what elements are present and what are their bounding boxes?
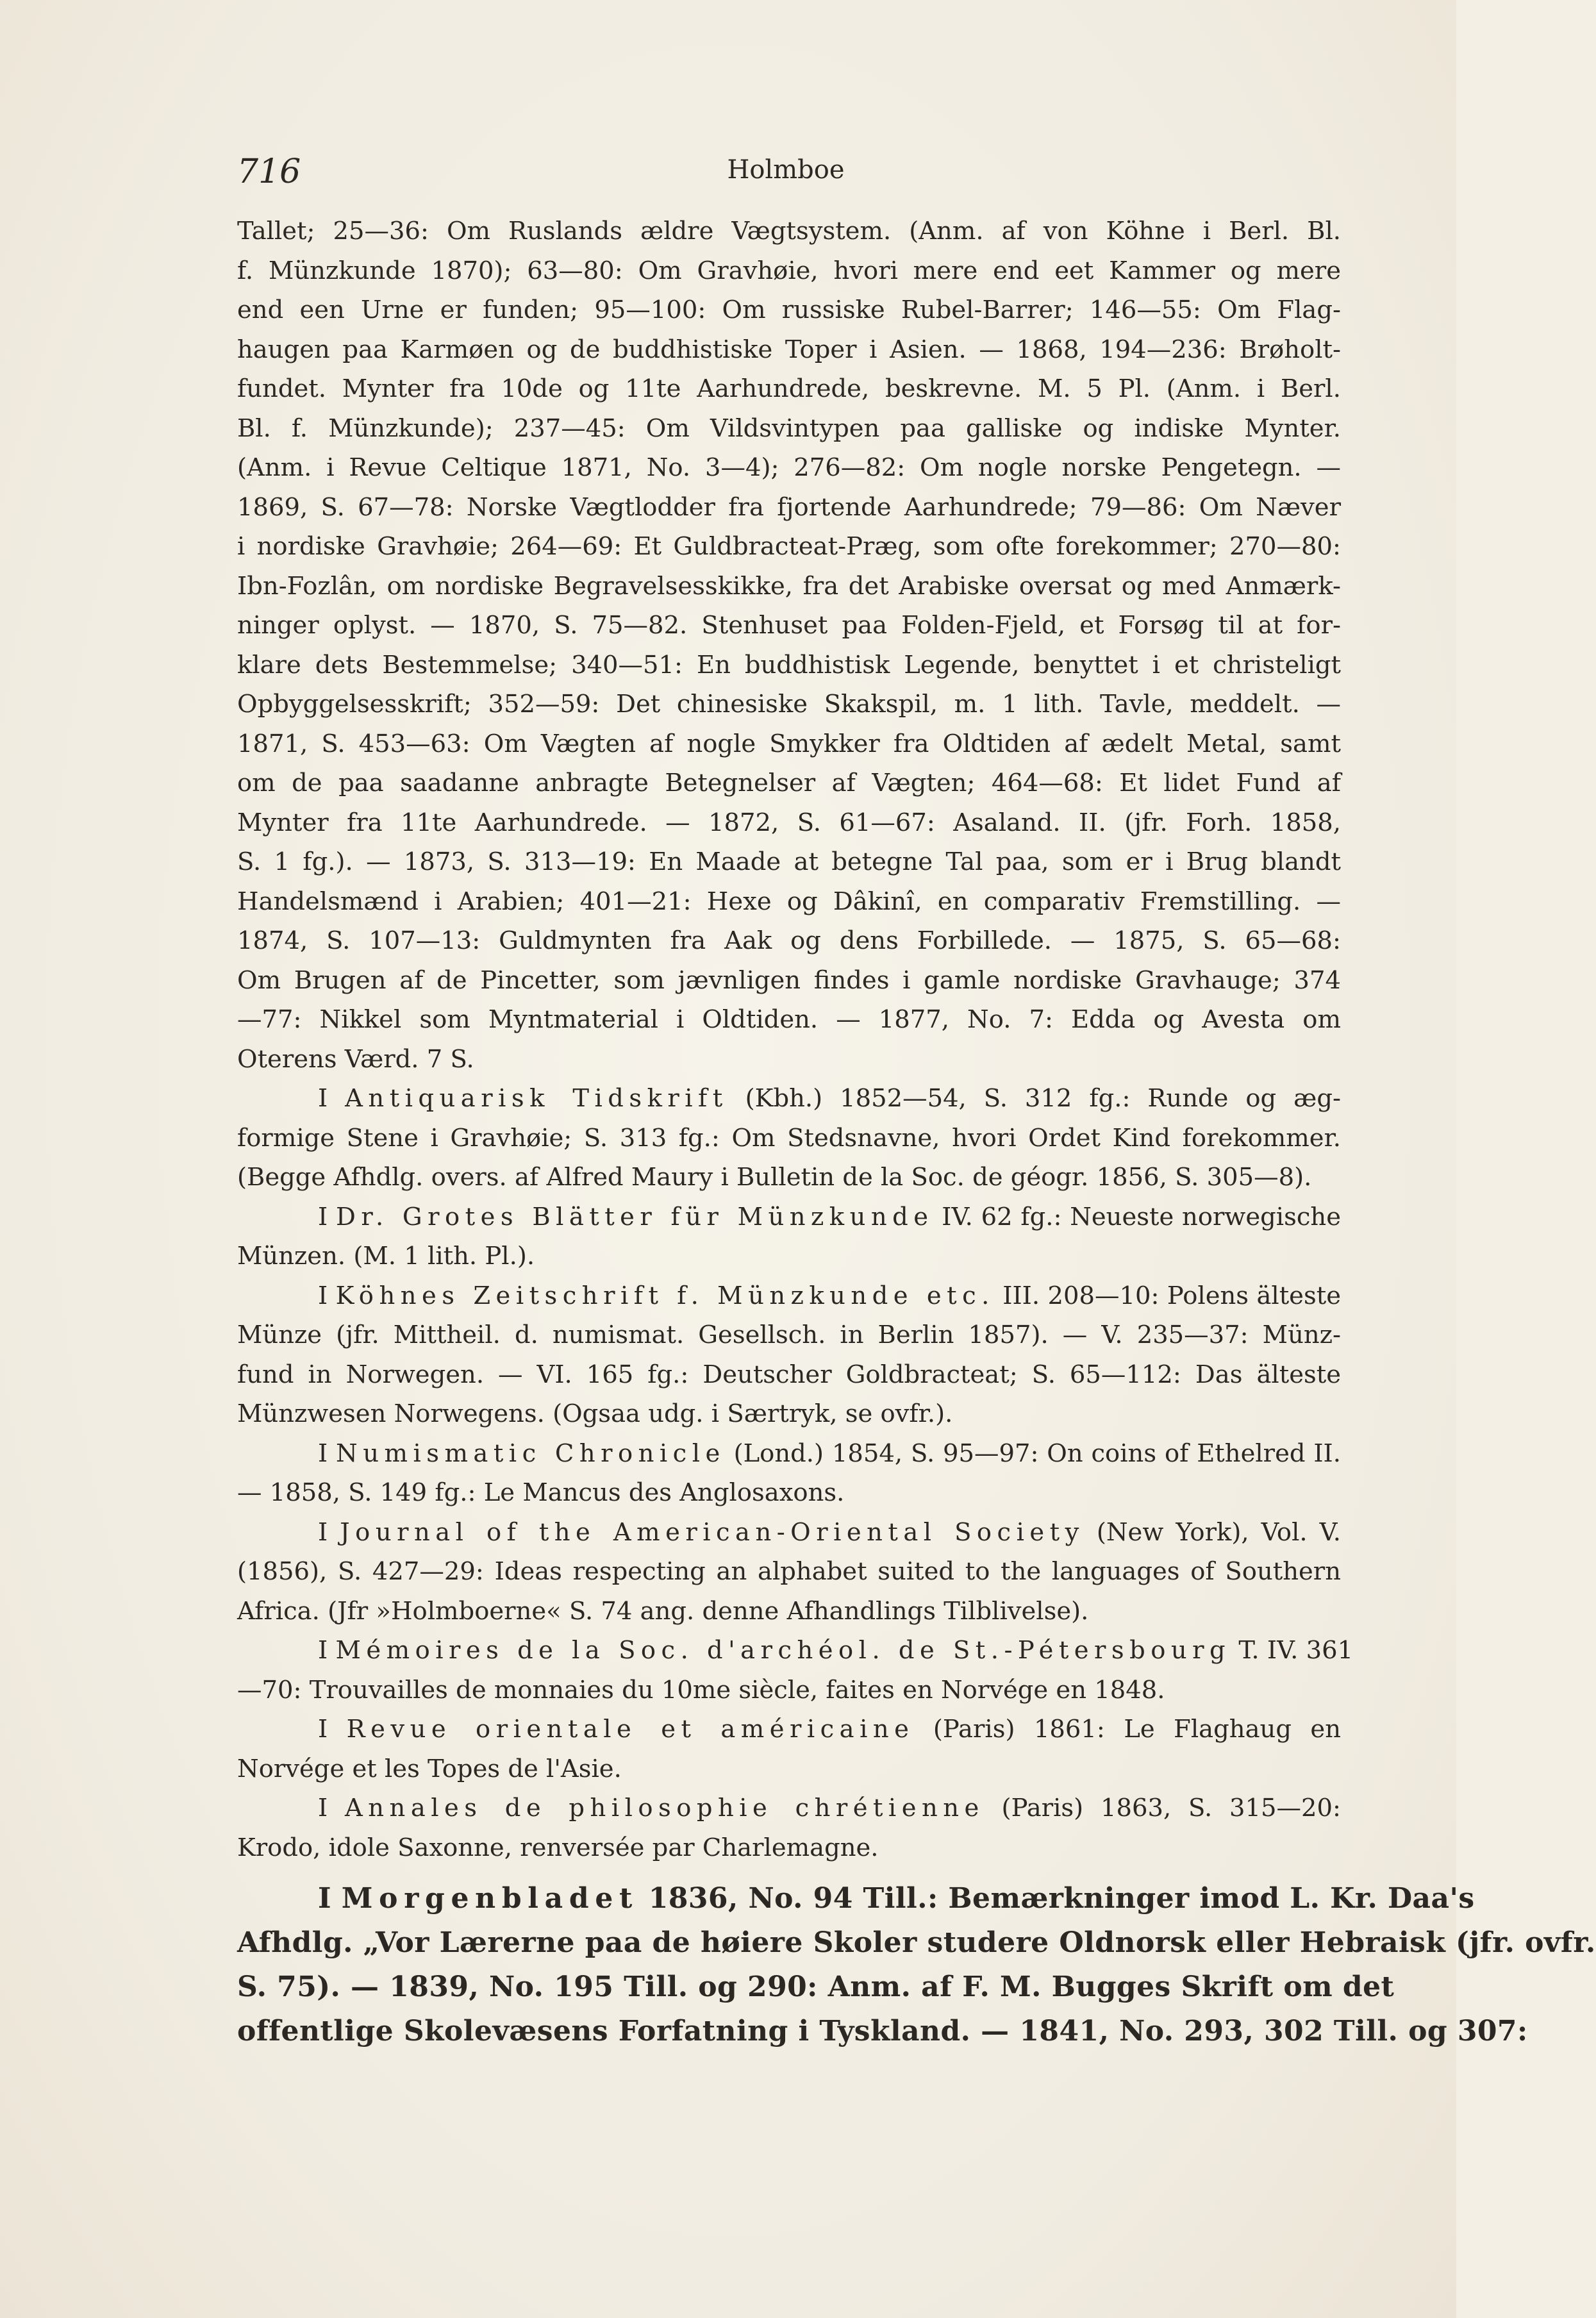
- text-line: klare dets Bestemmelse; 340—51: En buddhistisk Legende, benyttet i et christeligt: [237, 650, 1341, 680]
- periodical-title: Dr. Grotes Blätter für Münzkunde: [335, 1202, 934, 1231]
- text-line: Mynter fra 11te Aarhundrede. — 1872, S. 61—67: Asaland. II. (jfr. Forh. 1858,: [237, 808, 1341, 837]
- text-line: haugen paa Karmøen og de buddhistiske Toper i Asien. — 1868, 194—236: Brøholt-: [237, 335, 1341, 364]
- periodical-title: Antiquarisk Tidskrift: [345, 1084, 728, 1113]
- text-line: —77: Nikkel som Myntmaterial i Oldtiden. — 1877, No. 7: Edda og Avesta om: [237, 1005, 1341, 1034]
- text-line: I Morgenbladet 1836, No. 94 Till.: Bemærkninger imod L. Kr. Daa's: [318, 1882, 1475, 1915]
- spacer: [237, 1867, 1341, 1876]
- periodical-title: Numismatic Chronicle: [336, 1438, 726, 1468]
- text-line: Opbyggelsesskrift; 352—59: Det chinesiske Skakspil, m. 1 lith. Tavle, meddelt. —: [237, 690, 1341, 719]
- text-line: I Revue orientale et américaine (Paris) 1861: Le Flaghaug en: [318, 1715, 1341, 1744]
- text-line: fundet. Mynter fra 10de og 11te Aarhundrede, beskrevne. M. 5 Pl. (Anm. i Berl.: [237, 374, 1341, 403]
- text-line: Norvége et les Topes de l'Asie.: [237, 1754, 622, 1783]
- text-line: (Anm. i Revue Celtique 1871, No. 3—4); 276—82: Om nogle norske Pengetegn. —: [237, 453, 1341, 482]
- text-line: 1874, S. 107—13: Guldmynten fra Aak og dens Forbillede. — 1875, S. 65—68:: [237, 926, 1341, 955]
- text-line: om de paa saadanne anbragte Betegnelser af Vægten; 464—68: Et lidet Fund af: [237, 769, 1341, 797]
- text-line: Om Brugen af de Pincetter, som jævnligen findes i gamle nordiske Gravhauge; 374: [237, 965, 1341, 995]
- text-line: Oterens Værd. 7 S.: [237, 1044, 474, 1074]
- text-line: Bl. f. Münzkunde); 237—45: Om Vildsvintypen paa galliske og indiske Mynter.: [237, 413, 1341, 443]
- text-line: I Journal of the American-Oriental Society (New York), Vol. V.: [318, 1517, 1341, 1547]
- text-line: Münze (jfr. Mittheil. d. numismat. Gesellsch. in Berlin 1857). — V. 235—37: Münz-: [237, 1321, 1341, 1349]
- page-header: [237, 153, 1334, 197]
- text-line: fund in Norwegen. — VI. 165 fg.: Deutscher Goldbracteat; S. 65—112: Das älteste: [237, 1360, 1341, 1389]
- text-line: S. 1 fg.). — 1873, S. 313—19: En Maade at betegne Tal paa, som er i Brug blandt: [237, 847, 1341, 876]
- text-line: I Numismatic Chronicle (Lond.) 1854, S. 95—97: On coins of Ethelred II.: [318, 1438, 1341, 1468]
- text-line: I Köhnes Zeitschrift f. Münzkunde etc. III. 208—10: Polens älteste: [318, 1281, 1341, 1310]
- text-line: Ibn-Fozlân, om nordiske Begravelsesskikke, fra det Arabiske oversat og med Anmærk-: [237, 571, 1341, 601]
- periodical-title: Journal of the American-Oriental Society: [340, 1517, 1085, 1547]
- text-line: Handelsmænd i Arabien; 401—21: Hexe og Dâkinî, en comparativ Fremstilling. —: [237, 887, 1341, 916]
- periodical-title: Morgenbladet: [341, 1882, 638, 1915]
- text-line: ninger oplyst. — 1870, S. 75—82. Stenhuset paa Folden-Fjeld, et Forsøg til at for-: [237, 611, 1341, 640]
- text-line: I Antiquarisk Tidskrift (Kbh.) 1852—54, S. 312 fg.: Runde og æg-: [318, 1084, 1341, 1113]
- periodical-title: Annales de philosophie chrétienne: [345, 1794, 985, 1822]
- text-line: Münzen. (M. 1 lith. Pl.).: [237, 1242, 535, 1271]
- text-line: I Dr. Grotes Blätter für Münzkunde IV. 62 fg.: Neueste norwegische: [318, 1202, 1341, 1231]
- text-line: Münzwesen Norwegens. (Ogsaa udg. i Særtryk, se ovfr.).: [237, 1399, 953, 1428]
- text-line: I Annales de philosophie chrétienne (Paris) 1863, S. 315—20:: [318, 1794, 1341, 1822]
- text-line: 1869, S. 67—78: Norske Vægtlodder fra fjortende Aarhundrede; 79—86: Om Næver: [237, 492, 1341, 522]
- running-head: Holmboe: [727, 155, 845, 185]
- body-text: [237, 212, 1596, 2053]
- text-line: S. 75). — 1839, No. 195 Till. og 290: Anm. af F. M. Bugges Skrift om det: [237, 1971, 1395, 2003]
- text-line: formige Stene i Gravhøie; S. 313 fg.: Om Stedsnavne, hvori Ordet Kind forekommer.: [237, 1123, 1341, 1153]
- text-line: Africa. (Jfr »Holmboerne« S. 74 ang. denne Afhandlings Tilblivelse).: [237, 1596, 1089, 1626]
- periodical-title: Revue orientale et américaine: [346, 1715, 915, 1744]
- page-number: 716: [237, 153, 301, 191]
- text-line: end een Urne er funden; 95—100: Om russiske Rubel-Barrer; 146—55: Om Flag-: [237, 296, 1341, 324]
- text-line: i nordiske Gravhøie; 264—69: Et Guldbracteat-Præg, som ofte forekommer; 270—80:: [237, 532, 1341, 561]
- text-line: — 1858, S. 149 fg.: Le Mancus des Anglosaxons.: [237, 1478, 845, 1507]
- text-line: Krodo, idole Saxonne, renversée par Charlemagne.: [237, 1833, 879, 1862]
- text-line: I Mémoires de la Soc. d'archéol. de St.-Pétersbourg T. IV. 361: [318, 1636, 1354, 1665]
- text-line: Tallet; 25—36: Om Ruslands ældre Vægtsystem. (Anm. af von Köhne i Berl. Bl.: [237, 217, 1341, 246]
- text-line: (1856), S. 427—29: Ideas respecting an alphabet suited to the languages of Southern: [237, 1557, 1341, 1586]
- periodical-title: Mémoires de la Soc. d'archéol. de St.-Pétersbourg: [335, 1636, 1231, 1665]
- text-line: —70: Trouvailles de monnaies du 10me siècle, faites en Norvége en 1848.: [237, 1675, 1165, 1705]
- text-line: 1871, S. 453—63: Om Vægten af nogle Smykker fra Oldtiden af ædelt Metal, samt: [237, 729, 1341, 758]
- text-line: offentlige Skolevæsens Forfatning i Tyskland. — 1841, No. 293, 302 Till. og 307:: [237, 2015, 1528, 2047]
- text-line: f. Münzkunde 1870); 63—80: Om Gravhøie, hvori mere end eet Kammer og mere: [237, 256, 1341, 285]
- periodical-title: Köhnes Zeitschrift f. Münzkunde etc.: [335, 1281, 995, 1310]
- text-line: Afhdlg. „Vor Lærerne paa de høiere Skoler studere Oldnorsk eller Hebraisk (jfr. ovfr.: [237, 1926, 1596, 1959]
- text-line: (Begge Afhdlg. overs. af Alfred Maury i Bulletin de la Soc. de géogr. 1856, S. 305—8).: [237, 1163, 1312, 1192]
